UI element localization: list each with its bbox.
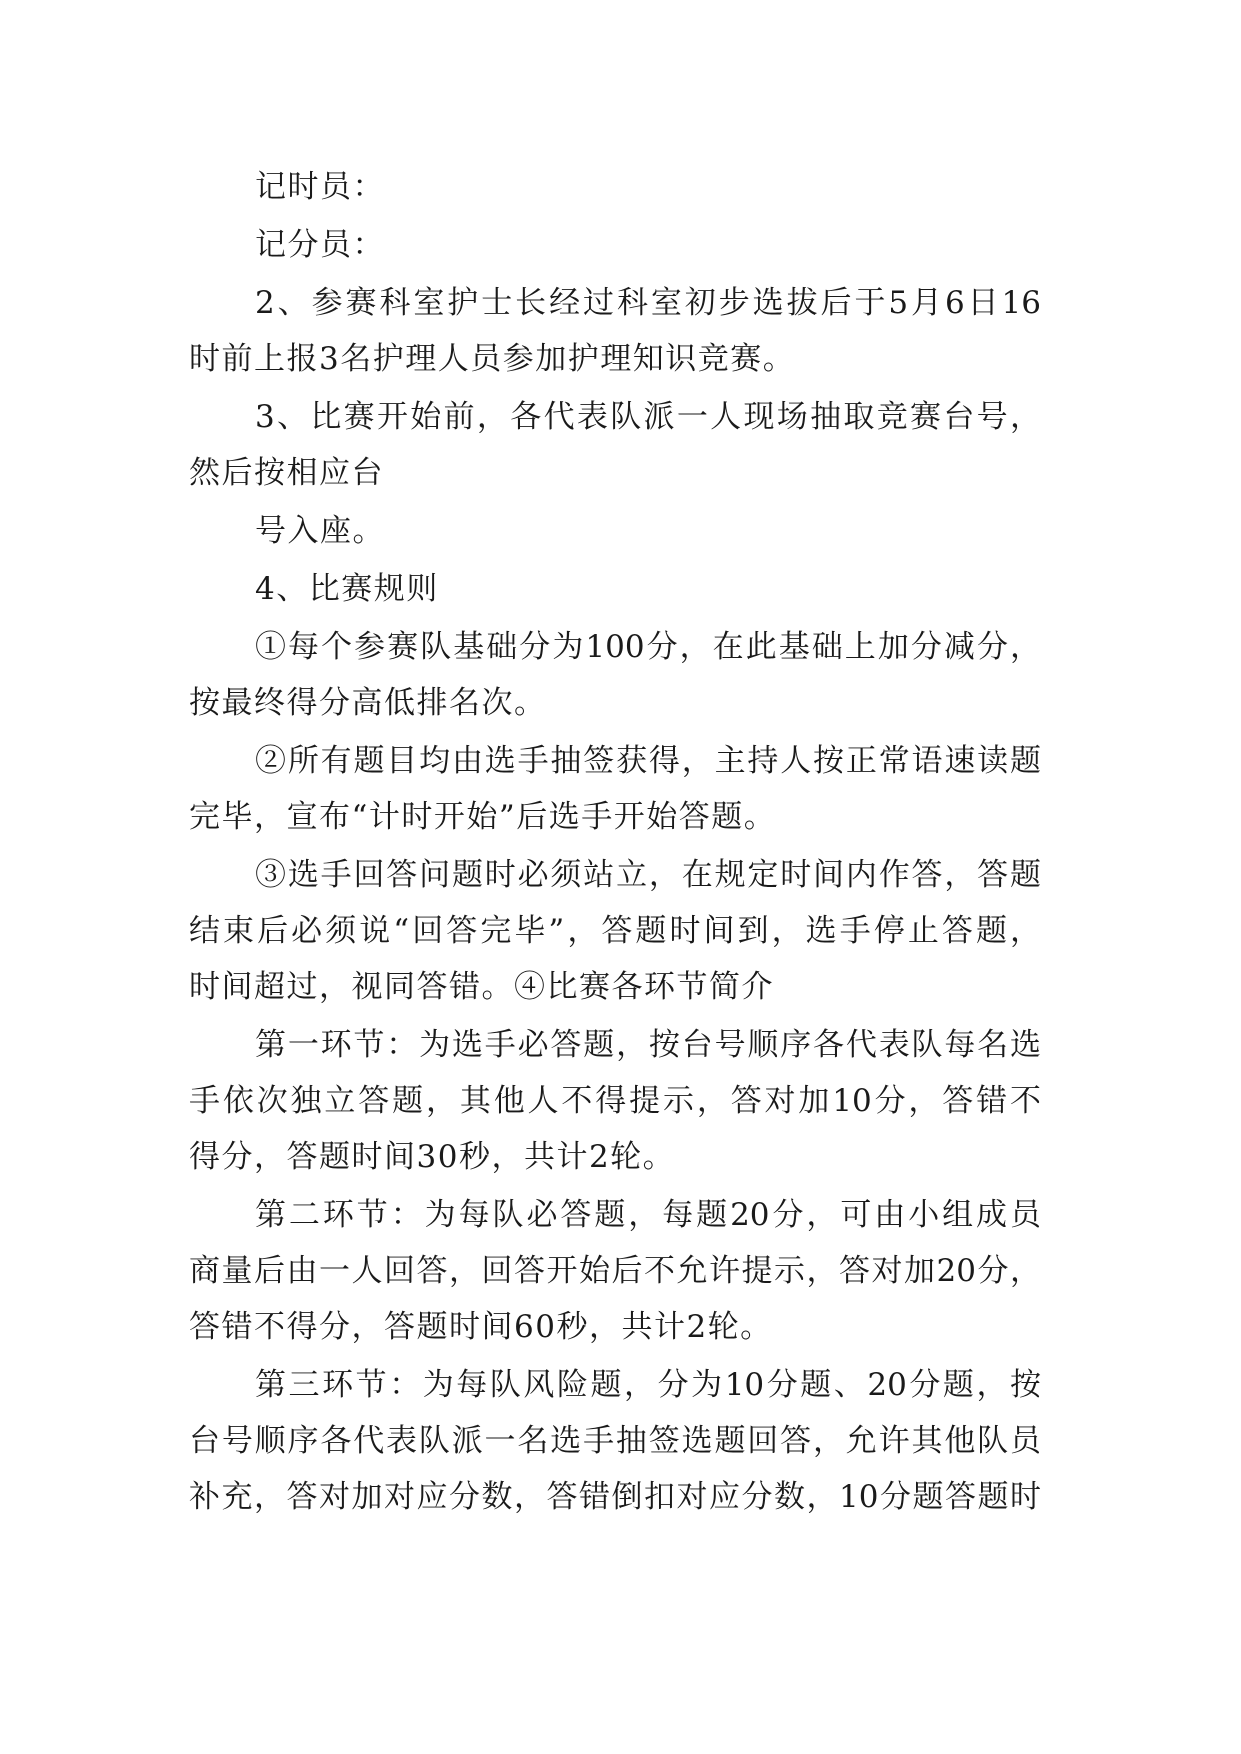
- text-line-item-2-cont: 时前上报3名护理人员参加护理知识竞赛。: [189, 341, 796, 377]
- text-line-item-2: 2、参赛科室护士长经过科室初步选拔后于5月6日16: [255, 285, 1041, 321]
- text-line-round-2-cont2: 答错不得分，答题时间60秒，共计2轮。: [189, 1309, 773, 1345]
- text-line-round-1-cont2: 得分，答题时间30秒，共计2轮。: [189, 1139, 676, 1175]
- text-line-round-1: 第一环节：为选手必答题，按台号顺序各代表队每名选: [255, 1027, 1041, 1063]
- text-line-rule-2: ②所有题目均由选手抽签获得，主持人按正常语速读题: [255, 743, 1041, 779]
- text-line-rule-3-cont: 结束后必须说“回答完毕”，答题时间到，选手停止答题，: [189, 913, 1041, 949]
- text-line-rule-2-cont: 完毕，宣布“计时开始”后选手开始答题。: [189, 799, 777, 835]
- text-line-round-3-cont: 台号顺序各代表队派一名选手抽签选题回答，允许其他队员: [189, 1423, 1041, 1459]
- text-line-scorekeeper: 记分员：: [255, 227, 385, 263]
- text-line-item-4-heading: 4、比赛规则: [255, 571, 439, 607]
- text-line-rule-3-cont2: 时间超过，视同答错。④比赛各环节简介: [189, 969, 774, 1005]
- text-line-round-2: 第二环节：为每队必答题，每题20分，可由小组成员: [255, 1197, 1041, 1233]
- text-line-round-2-cont: 商量后由一人回答，回答开始后不允许提示，答对加20分，: [189, 1253, 1041, 1289]
- text-line-round-1-cont: 手依次独立答题，其他人不得提示，答对加10分，答错不: [189, 1083, 1041, 1119]
- text-line-rule-3: ③选手回答问题时必须站立，在规定时间内作答，答题: [255, 857, 1041, 893]
- text-line-item-3-cont2: 号入座。: [255, 513, 385, 549]
- text-line-item-3: 3、比赛开始前，各代表队派一人现场抽取竞赛台号，: [255, 399, 1041, 435]
- text-line-round-3: 第三环节：为每队风险题，分为10分题、20分题，按: [255, 1367, 1041, 1403]
- text-line-rule-1: ①每个参赛队基础分为100分，在此基础上加分减分，: [255, 629, 1041, 665]
- text-line-round-3-cont2: 补充，答对加对应分数，答错倒扣对应分数，10分题答题时: [189, 1479, 1041, 1515]
- text-line-rule-1-cont: 按最终得分高低排名次。: [189, 685, 547, 721]
- text-line-timekeeper: 记时员：: [255, 169, 385, 205]
- text-line-item-3-cont: 然后按相应台: [189, 455, 384, 491]
